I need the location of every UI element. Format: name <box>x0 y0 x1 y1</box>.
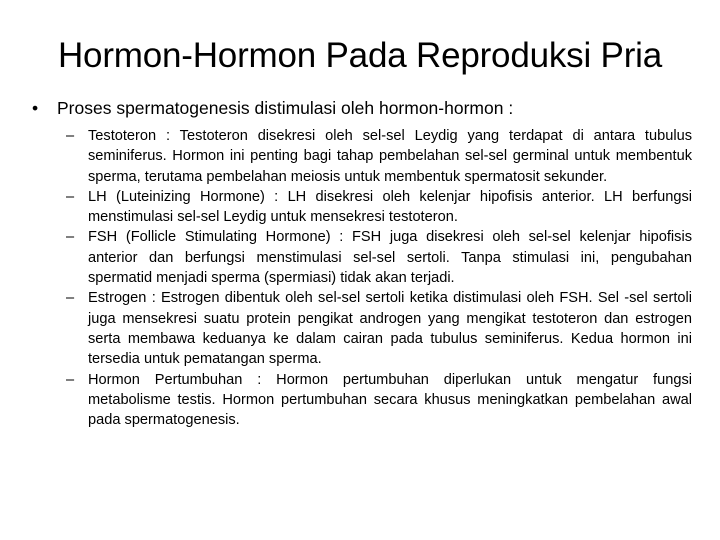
sub-item-text: Estrogen : Estrogen dibentuk oleh sel-sel sertoli ketika distimulasi oleh FSH. Sel -sel sertoli juga mensekresi suatu protein pengikat androgen yang mengikat testoteron dan estrogen serta membawa keduanya ke dalam cairan pada tubulus seminiferus. Kedua hormon ini tersedia untuk pematangan sperma. <box>88 290 692 368</box>
sub-item-estrogen <box>66 288 692 369</box>
slide-title: Hormon-Hormon Pada Reproduksi Pria <box>57 36 662 75</box>
sub-marker: – <box>66 371 75 388</box>
sub-marker: – <box>66 128 75 144</box>
sub-item-lh <box>66 187 692 228</box>
sub-item-testoteron <box>66 126 692 187</box>
sub-item-fsh <box>66 227 692 288</box>
sub-item-text: Testoteron : Testoteron disekresi oleh sel-sel Leydig yang terdapat di antara tubulus seminiferus. Hormon ini penting bagi tahap pembelahan sel-sel germinal untuk membentuk sperma, terutama pembelahan meiosis untuk membentuk spermatosit sekunder. <box>88 128 692 185</box>
bullet-text: Proses spermatogenesis distimulasi oleh hormon-hormon : <box>57 98 514 118</box>
sub-item-text: LH (Luteinizing Hormone) : LH disekresi oleh kelenjar hipofisis anterior. LH berfungsi menstimulasi sel-sel Leydig untuk mensekresi testoteron. <box>88 188 692 226</box>
sub-item-hormon-pertumbuhan <box>66 370 692 431</box>
sub-marker: – <box>66 188 75 205</box>
sub-marker: – <box>66 229 75 246</box>
bullet-marker: • <box>32 98 39 118</box>
sub-item-text: Hormon Pertumbuhan : Hormon pertumbuhan diperlukan untuk mengatur fungsi metabolisme testis. Hormon pertumbuhan secara khusus meningkatkan pembelahan awal pada spermatogenesis. <box>88 371 692 429</box>
sub-marker: – <box>66 290 75 307</box>
sub-bullet-list <box>66 126 692 430</box>
sub-item-text: FSH (Follicle Stimulating Hormone) : FSH juga disekresi oleh sel-sel kelenjar hipofisis anterior dan berfungsi menstimulasi sel-sel sertoli. Tanpa stimulasi ini, pengubahan spermatid menjadi sperma (spermiasi) tidak akan terjadi. <box>88 229 692 287</box>
